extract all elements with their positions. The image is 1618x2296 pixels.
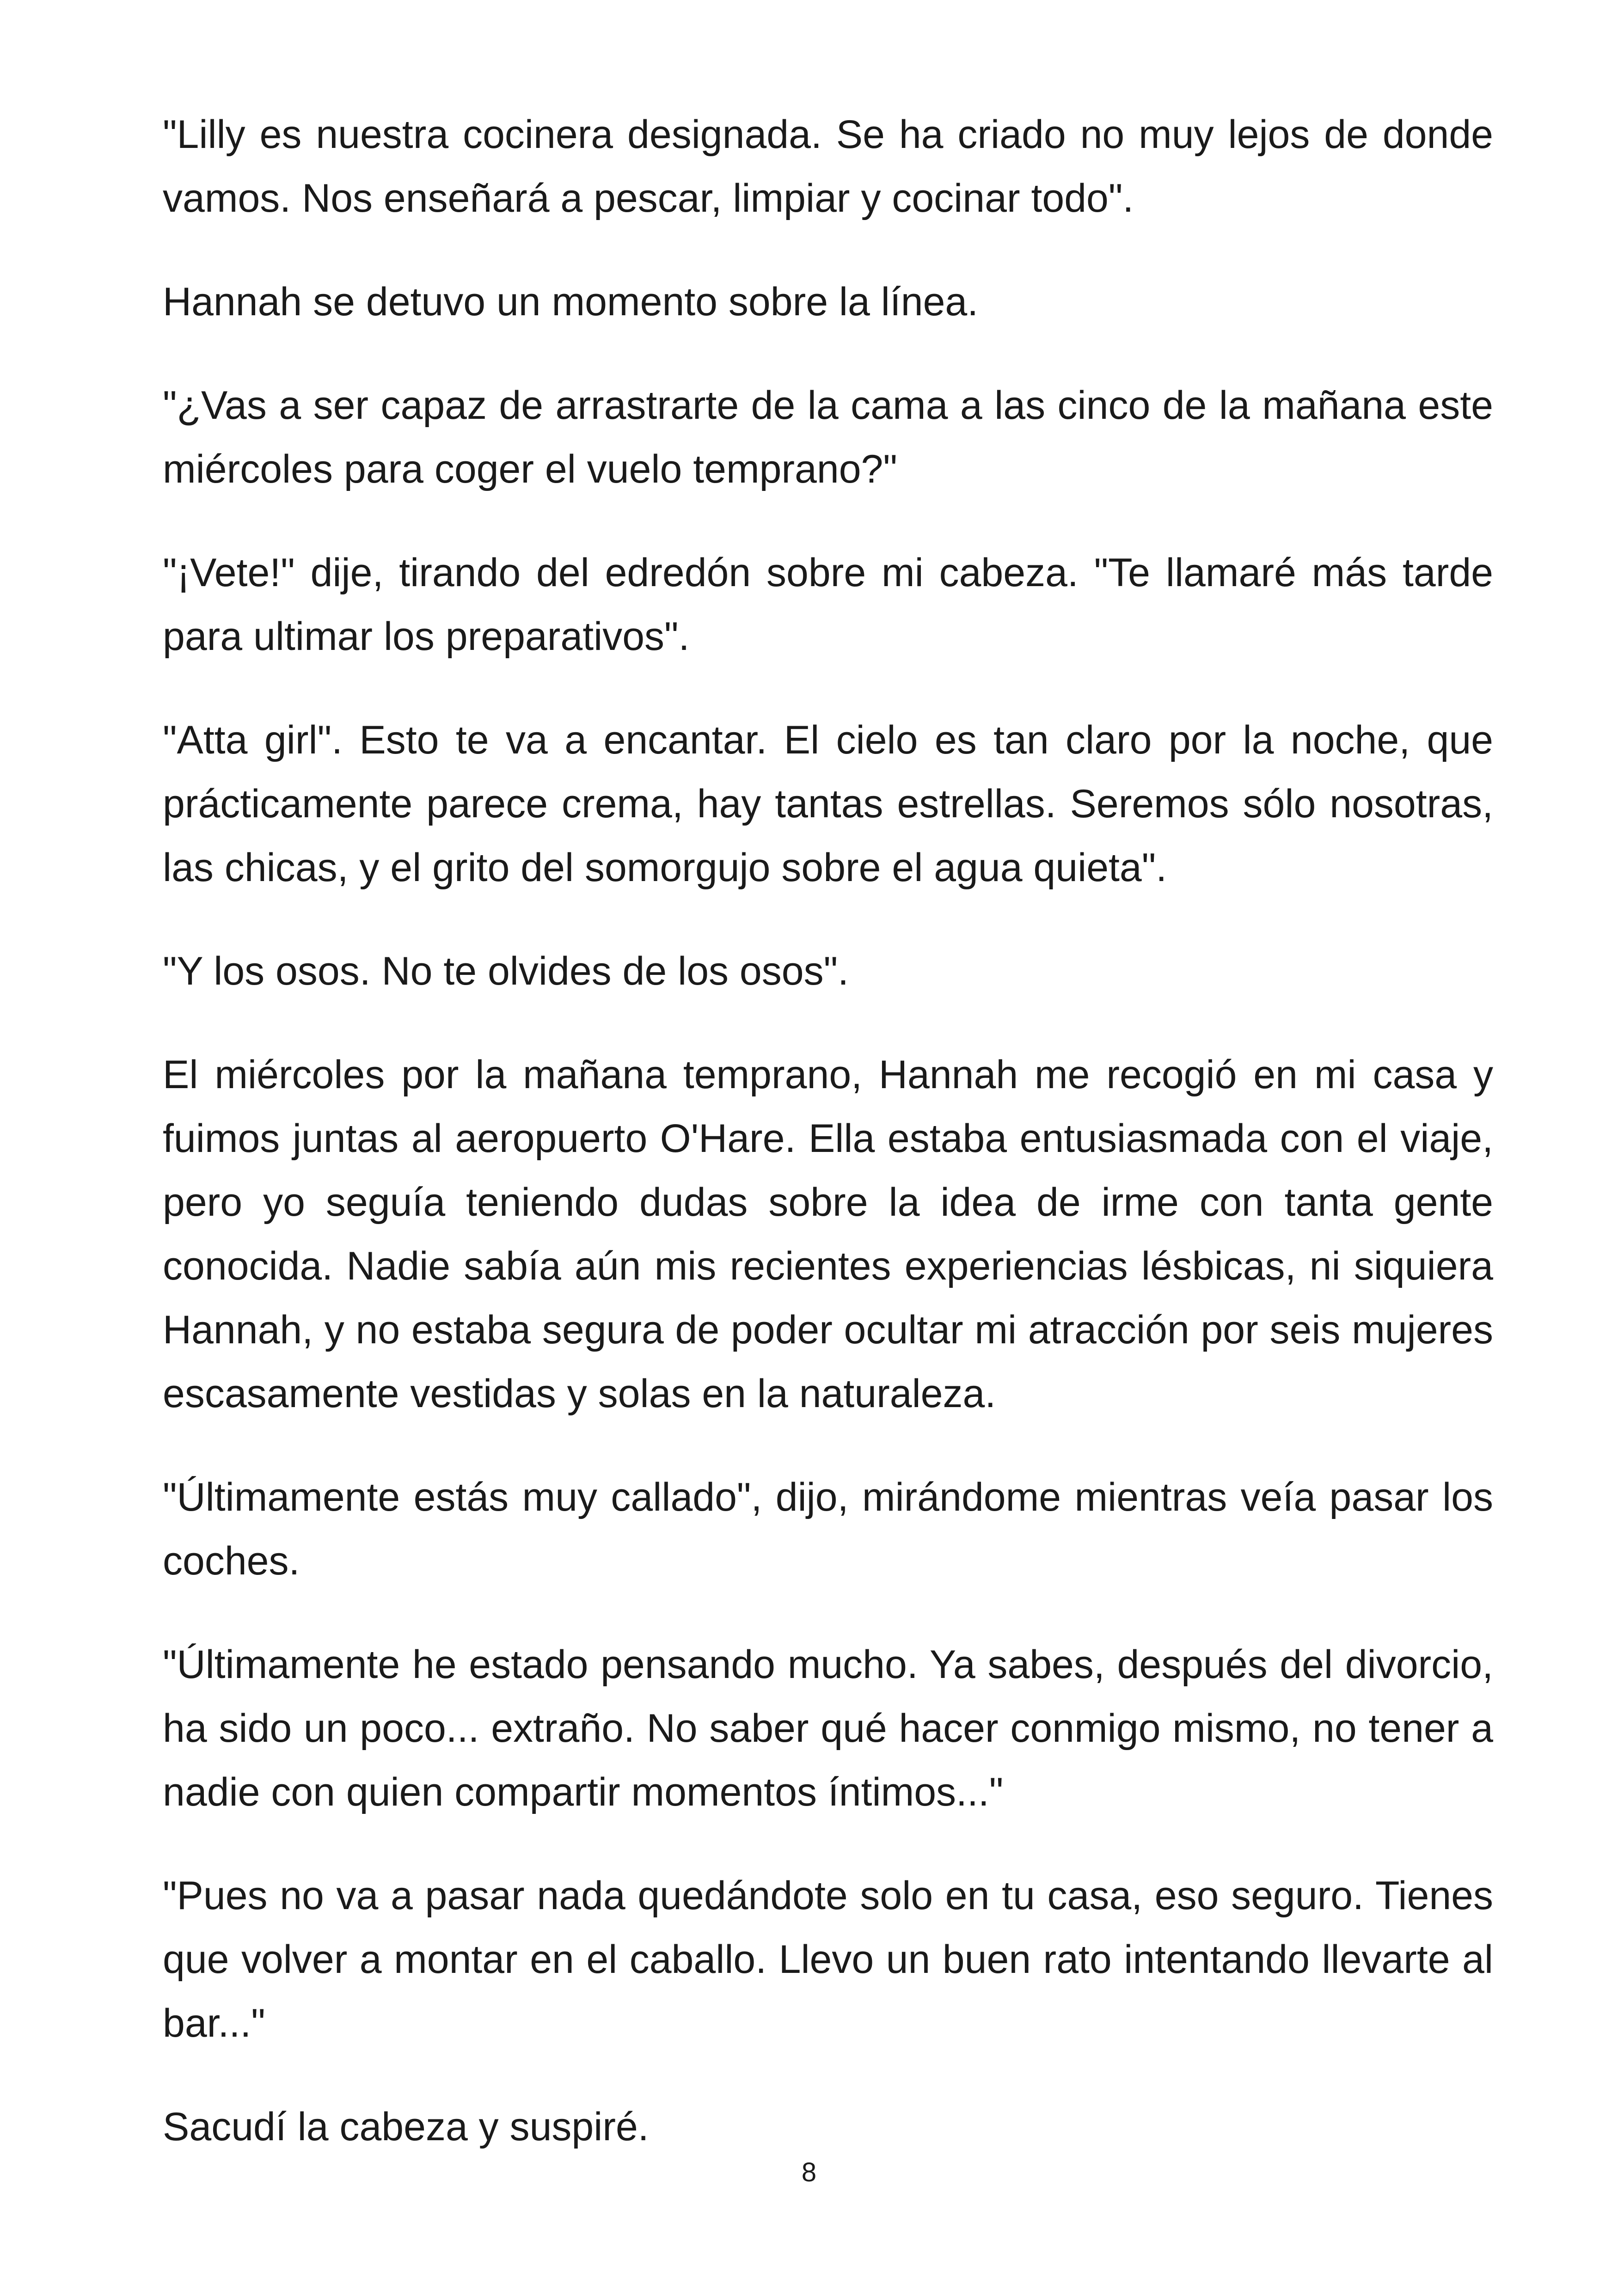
paragraph: "Pues no va a pasar nada quedándote solo en tu casa, eso seguro. Tienes que volver a montar en el caballo. Llevo un buen rato intentando llevarte al bar...": [163, 1874, 1493, 2045]
paragraph: Sacudí la cabeza y suspiré.: [163, 2105, 649, 2149]
paragraph: "Últimamente estás muy callado", dijo, mirándome mientras veía pasar los coches.: [163, 1475, 1493, 1583]
paragraph: "¡Vete!" dije, tirando del edredón sobre mi cabeza. "Te llamaré más tarde para ultimar los preparativos".: [163, 551, 1493, 659]
paragraph: "Lilly es nuestra cocinera designada. Se ha criado no muy lejos de donde vamos. Nos enseñará a pescar, limpiar y cocinar todo".: [163, 112, 1493, 220]
paragraph: El miércoles por la mañana temprano, Hannah me recogió en mi casa y fuimos juntas al aeropuerto O'Hare. Ella estaba entusiasmada con el viaje, pero yo seguía teniendo dudas sobre la idea de irme con tanta gente conocida. Nadie sabía aún mis recientes experiencias lésbicas, ni siquiera Hannah, y no estaba segura de poder ocultar mi atracción por seis mujeres escasamente vestidas y solas en la naturaleza.: [163, 1053, 1493, 1416]
page-number: 8: [801, 2157, 817, 2187]
body-text: [163, 103, 1493, 2159]
paragraph: "Últimamente he estado pensando mucho. Ya sabes, después del divorcio, ha sido un poco... extraño. No saber qué hacer conmigo mismo, no tener a nadie con quien compartir momentos íntimos...": [163, 1642, 1493, 1814]
paragraph: "¿Vas a ser capaz de arrastrarte de la cama a las cinco de la mañana este miércoles para coger el vuelo temprano?": [163, 383, 1493, 491]
paragraph: Hannah se detuvo un momento sobre la línea.: [163, 280, 979, 324]
paragraph: "Atta girl". Esto te va a encantar. El cielo es tan claro por la noche, que prácticamente parece crema, hay tantas estrellas. Seremos sólo nosotras, las chicas, y el grito del somorgujo sobre el agua quieta".: [163, 718, 1493, 890]
paragraph: "Y los osos. No te olvides de los osos".: [163, 949, 849, 993]
